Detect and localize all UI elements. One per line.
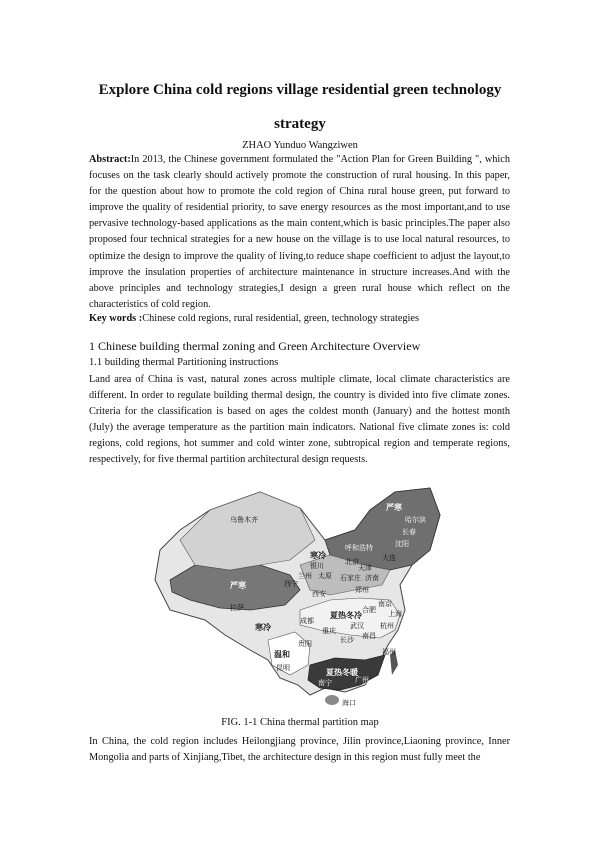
keywords	[89, 313, 510, 324]
section-1-1-paragraph-continued: In China, the cold region includes Heilongjiang province, Jilin province,Liaoning province, Inner Mongolia and parts of Xinjiang,Tibet, the architecture design in this region must fully meet the	[89, 736, 510, 764]
city-yinchuan: 银川	[310, 562, 324, 570]
city-lanzhou: 兰州	[298, 572, 312, 580]
figure-caption: FIG. 1-1 China thermal partition map	[221, 717, 379, 728]
city-taiyuan: 太原	[318, 572, 332, 580]
paper-title-line1: Explore China cold regions village residential green technology	[98, 82, 502, 98]
hainan	[325, 695, 339, 705]
city-fuzhou: 福州	[382, 648, 396, 656]
city-zhengzhou: 郑州	[355, 586, 369, 594]
city-jinan: 济南	[365, 574, 379, 582]
city-guiyang: 贵阳	[298, 640, 312, 648]
zone-label-hot-south: 夏热冬暖	[326, 668, 358, 677]
zone-label-mild: 温和	[274, 650, 290, 659]
city-xining: 西宁	[284, 580, 298, 588]
city-kunming: 昆明	[276, 664, 290, 672]
city-nanning: 南宁	[318, 679, 332, 687]
china-thermal-map	[150, 470, 450, 710]
city-lhasa: 拉萨	[230, 604, 244, 612]
city-chongqing: 重庆	[322, 627, 336, 635]
city-beijing: 北京	[345, 558, 359, 566]
city-shijiazhuang: 石家庄	[340, 574, 361, 582]
paper-title-line2: strategy	[274, 116, 326, 132]
city-shenyang: 沈阳	[395, 540, 409, 548]
abstract	[89, 152, 510, 313]
city-shanghai: 上海	[388, 610, 402, 618]
zone-label-cold-n: 寒冷	[310, 551, 326, 560]
zone-label-severe-cold-w: 严寒	[230, 581, 246, 590]
section-1-1-paragraph: Land area of China is vast, natural zones across multiple climate, local climate characteristics are different. In order to regulate building thermal design, the country is divided into five climate zones. Criteria for the classification is based on ages the coldest month (January) and the hottest month (July) the average temperature as the partition main indicators. National five climate zones is: cold regions, cold regions, hot summer and cold winter zone, subtropical region and temperate regions, respectively, for five thermal partition architectural design requests.	[89, 374, 510, 466]
zone-label-cold-w: 寒冷	[255, 623, 271, 632]
keywords-label: Key words :	[89, 313, 143, 324]
abstract-label: Abstract:	[89, 154, 131, 165]
city-harbin: 哈尔滨	[405, 516, 426, 524]
city-hefei: 合肥	[362, 606, 376, 614]
section-1-heading: 1 Chinese building thermal zoning and Green Architecture Overview	[89, 339, 421, 353]
city-wuhan: 武汉	[350, 622, 364, 630]
city-changchun: 长春	[402, 528, 416, 536]
city-chengdu: 成都	[300, 617, 314, 625]
city-nanchang: 南昌	[362, 632, 376, 640]
city-hangzhou: 杭州	[380, 622, 394, 630]
keywords-text: Chinese cold regions, rural residential, green, technology strategies	[142, 313, 419, 324]
city-guangzhou: 广州	[355, 676, 369, 684]
city-nanjing: 南京	[378, 600, 392, 608]
city-urumqi: 乌鲁木齐	[230, 516, 258, 524]
city-dalian: 大连	[382, 554, 396, 562]
section-1-1-heading: 1.1 building thermal Partitioning instructions	[89, 357, 279, 368]
city-tianjin: 天津	[358, 564, 372, 572]
city-haikou: 海口	[342, 699, 356, 707]
zone-label-severe-cold-ne: 严寒	[386, 503, 402, 512]
city-hohhot: 呼和浩特	[345, 544, 373, 552]
authors: ZHAO Yunduo Wangziwen	[242, 140, 358, 151]
abstract-text: In 2013, the Chinese government formulated the "Action Plan for Green Building ", which focuses on the task clearly should actively promote the construction of rural housing. In this paper, for the question about how to promote the cold region of China rural house green, put forward to improve the quality of residential priority, to save energy resources as the most important,and to use pervasive technology-based applications as the main content,which is basic principles.The paper also proposed four technical strategies for a new house on the village is to use local natural resources, to optimize the design to improve the quality of living,to reduce shape coefficient to adjust the layout,to improve the insulation properties of architecture maintenance in structure increases.And with the above principles and technology strategies,I design a green rural house which reflect on the characteristics of cold region.	[89, 154, 510, 310]
zone-label-hscw: 夏热冬冷	[330, 611, 362, 620]
city-xian: 西安	[312, 590, 326, 598]
city-changsha: 长沙	[340, 636, 354, 644]
